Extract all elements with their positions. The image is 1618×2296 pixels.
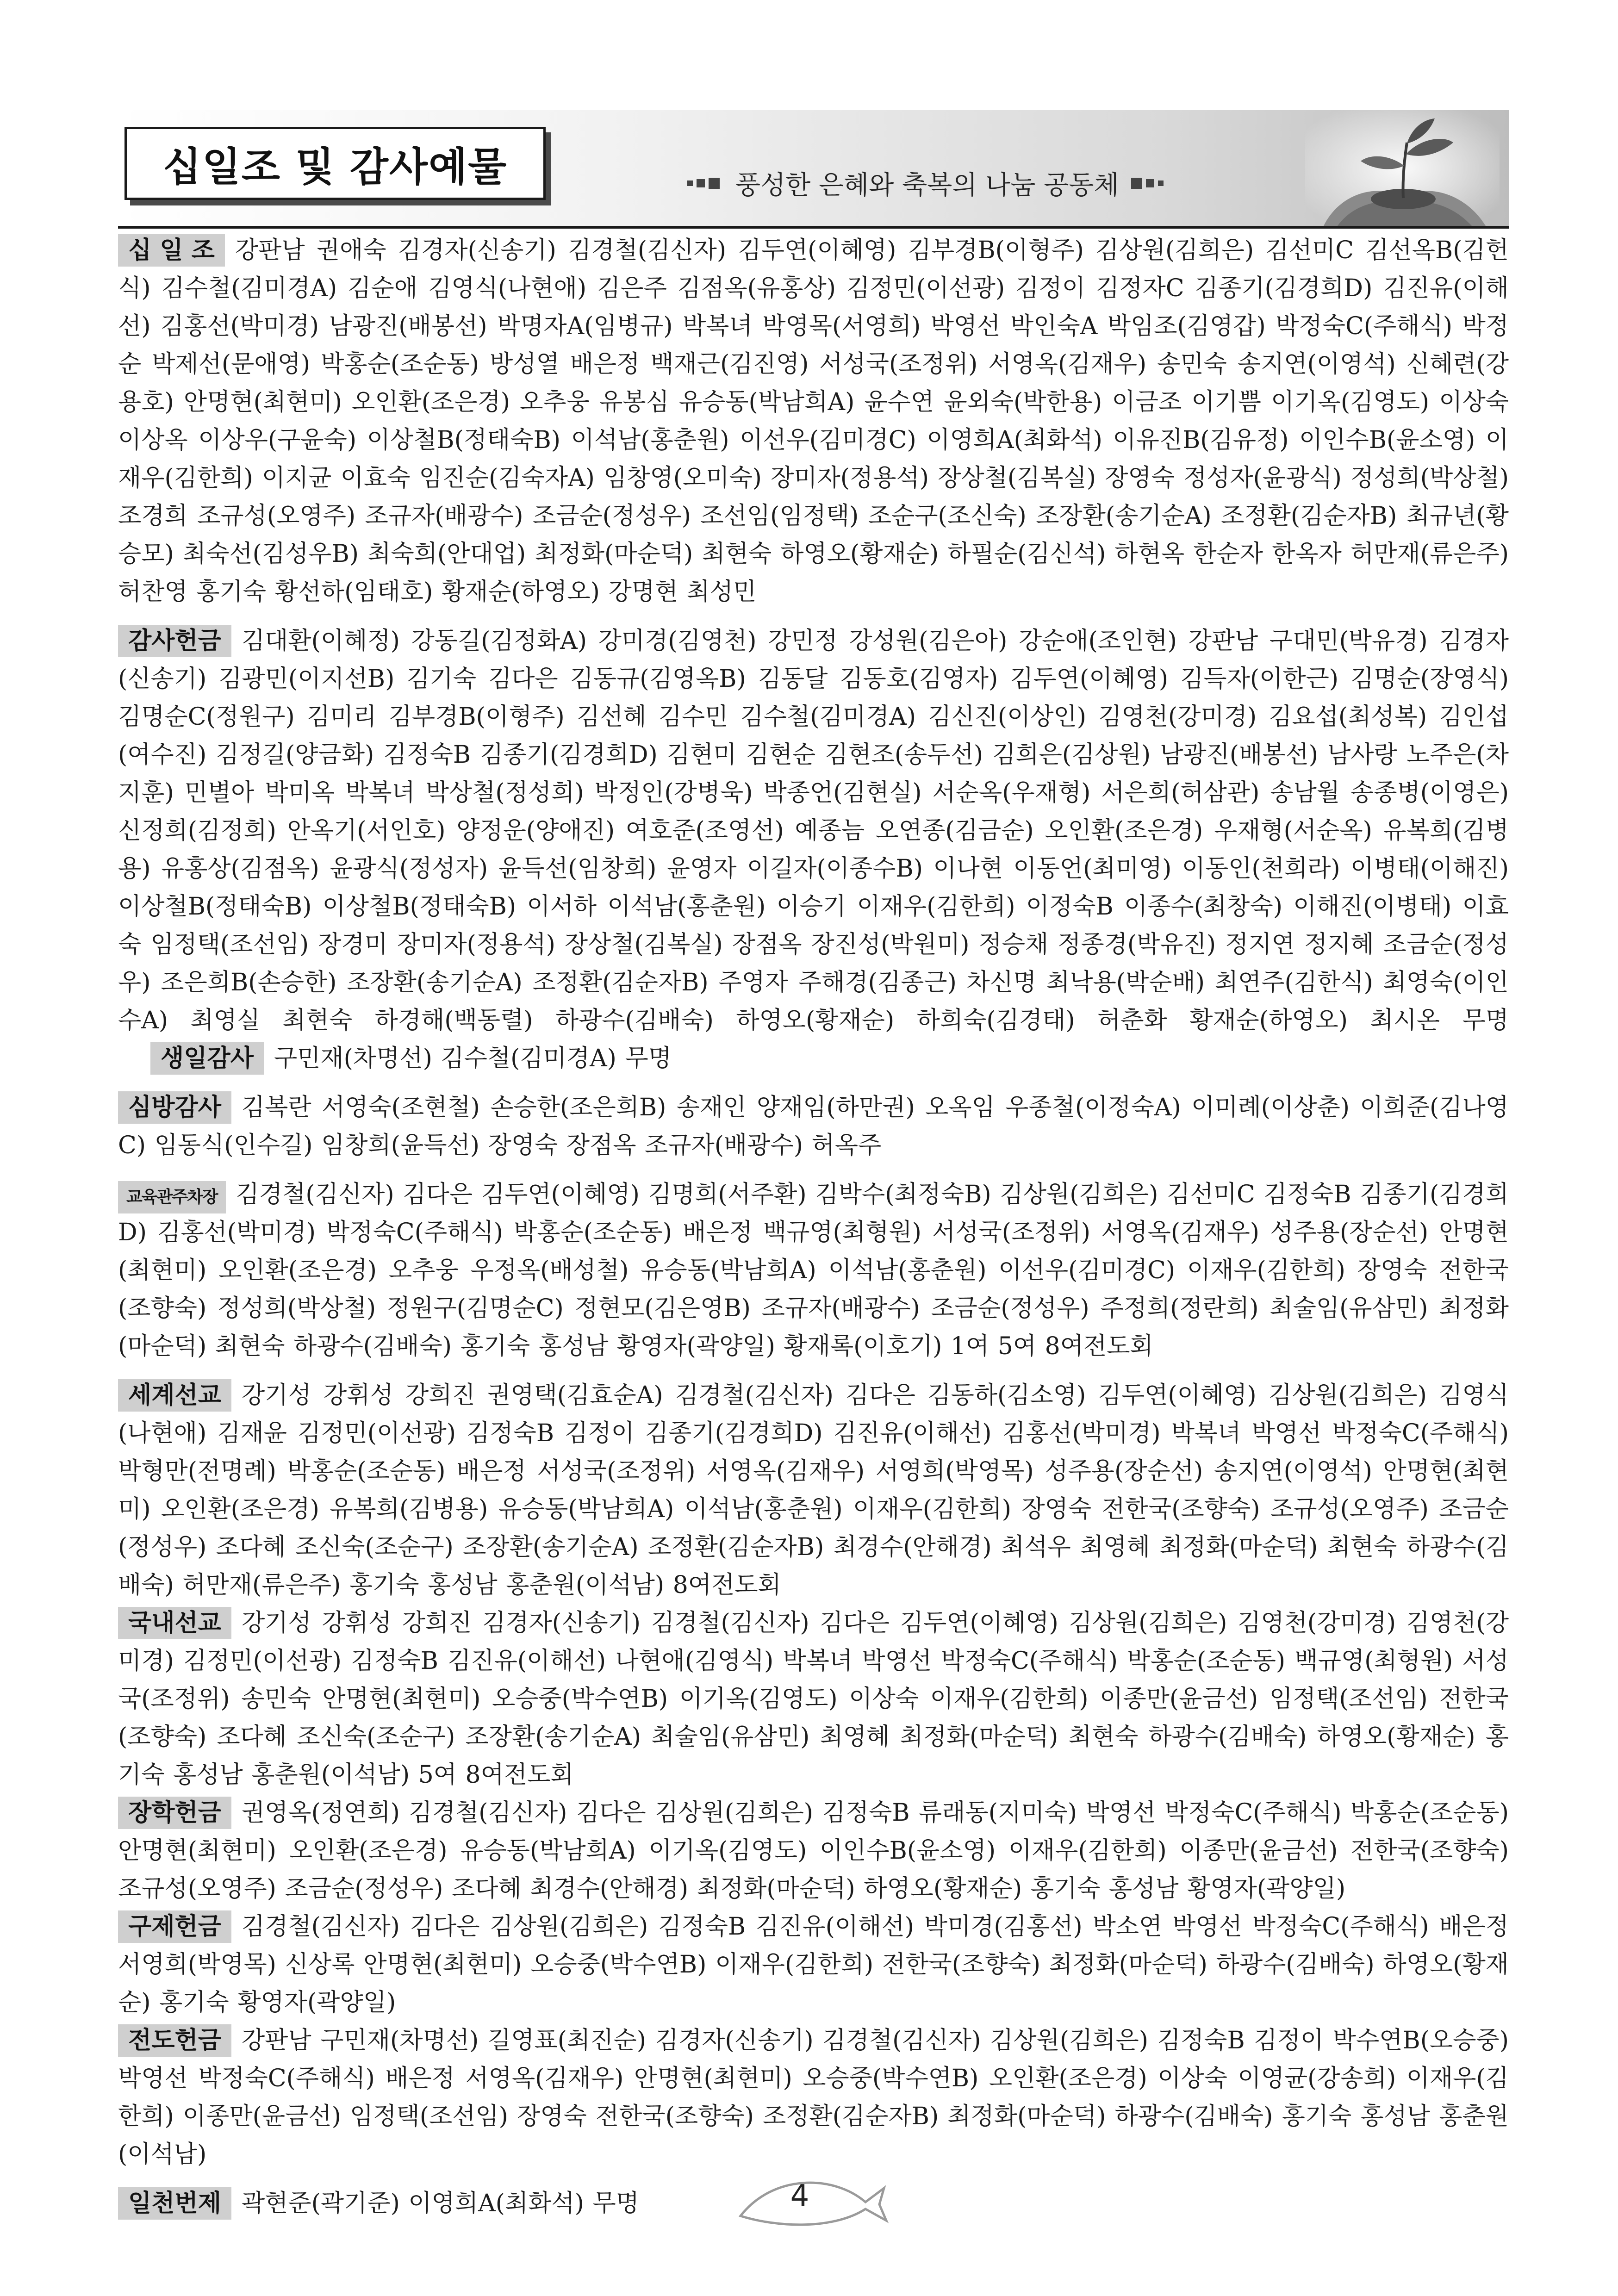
section-names: 강기성 강휘성 강희진 김경자(신송기) 김경철(김신자) 김다은 김두연(이혜영) 김상원(김희은) 김영천(강미경) 김영천(강미경) 김정민(이선광) 김정숙B 김진유(이해선) 나현애(김영식) 박복녀 박영선 박정숙C(주해식) 박홍순(조순동) 백규영(최형원) 서성국(조정위) 송민숙 안명현(최현미) 오승중(박수연B) 이기옥(김영도) 이상숙 이재우(김한희) 이종만(윤금선) 임정택(조선임) 전한국(조향숙) 조다혜 조신숙(조순구) 조장환(송기순A) 최술임(유삼민) 최영혜 최정화(마순덕) 최현숙 하광수(김배숙) 하영오(황재순) 홍기숙 홍성남 홍춘원(이석남) 5여 8여전도회: [118, 1609, 1509, 1789]
section-scholarship: [118, 1794, 1509, 1908]
section-tithe: [118, 231, 1509, 611]
section-label: 장학헌금: [118, 1797, 231, 1829]
section-education-parking: [118, 1176, 1509, 1365]
section-label: 십 일 조: [118, 234, 225, 267]
section-label: 교육관주차장: [118, 1181, 226, 1213]
section-label: 일천번제: [118, 2187, 231, 2220]
page-subtitle-wrap: [687, 165, 1167, 202]
section-names: 강기성 강휘성 강희진 권영택(김효순A) 김경철(김신자) 김다은 김동하(김소영) 김두연(이혜영) 김상원(김희은) 김영식(나현애) 김재윤 김정민(이선광) 김정숙B 김정이 김종기(김경희D) 김진유(이해선) 김홍선(박미경) 박복녀 박영선 박정숙C(주해식) 박형만(전명례) 박홍순(조순동) 배은정 서성국(조정위) 서영옥(김재우) 서영희(박영목) 성주용(장순선) 송지연(이영석) 안명현(최현미) 오인환(조은경) 유복희(김병용) 유승동(박남희A) 이석남(홍춘원) 이재우(김한희) 장영숙 전한국(조향숙) 조규성(오영주) 조금순(정성우) 조다혜 조신숙(조순구) 조장환(송기순A) 조정환(김순자B) 최경수(안해경) 최석우 최영혜 최정화(마순덕) 최현숙 하광수(김배숙) 허만재(류은주) 홍기숙 홍성남 홍춘원(이석남) 8여전도회: [118, 1381, 1509, 1599]
section-names: 김경철(김신자) 김다은 김두연(이혜영) 김명희(서주환) 김박수(최정숙B) 김상원(김희은) 김선미C 김정숙B 김종기(김경희D) 김홍선(박미경) 박정숙C(주해식) 박홍순(조순동) 배은정 백규영(최형원) 서성국(조정위) 서영옥(김재우) 성주용(장순선) 안명현(최현미) 오인환(조은경) 오추웅 우정옥(배성철) 유승동(박남희A) 이석남(홍춘원) 이선우(김미경C) 이재우(김한희) 장영숙 전한국(조향숙) 정성희(박상철) 정원구(김명순C) 정현모(김은영B) 조규자(배광수) 조금순(정성우) 주정희(정란희) 최술임(유삼민) 최정화(마순덕) 최현숙 하광수(김배숙) 홍기숙 홍성남 황영자(곽양일) 황재록(이호기) 1여 5여 8여전도회: [118, 1181, 1509, 1360]
section-label: 국내선교: [118, 1607, 231, 1639]
section-names: 강판남 권애숙 김경자(신송기) 김경철(김신자) 김두연(이혜영) 김부경B(이형주) 김상원(김희은) 김선미C 김선옥B(김헌식) 김수철(김미경A) 김순애 김영식(나현애) 김은주 김점옥(유홍상) 김정민(이선광) 김정이 김정자C 김종기(김경희D) 김진유(이해선) 김홍선(박미경) 남광진(배봉선) 박명자A(임병규) 박복녀 박영목(서영희) 박영선 박인숙A 박임조(김영갑) 박정숙C(주해식) 박정순 박제선(문애영) 박홍순(조순동) 방성열 배은정 백재근(김진영) 서성국(조정위) 서영옥(김재우) 송민숙 송지연(이영석) 신혜련(강용호) 안명현(최현미) 오인환(조은경) 오추웅 유봉심 유승동(박남희A) 윤수연 윤외숙(박한용) 이금조 이기쁨 이기옥(김영도) 이상숙 이상옥 이상우(구윤숙) 이상철B(정태숙B) 이석남(홍춘원) 이선우(김미경C) 이영희A(최화석) 이유진B(김유정) 이인수B(윤소영) 이재우(김한희) 이지균 이효숙 임진순(김숙자A) 임창영(오미숙) 장미자(정용석) 장상철(김복실) 장영숙 정성자(윤광식) 정성희(박상철) 조경희 조규성(오영주) 조규자(배광수) 조금순(정성우) 조선임(임정택) 조순구(조신숙) 조장환(송기순A) 조정환(김순자B) 최규년(황승모) 최숙선(김성우B) 최숙희(안대업) 최정화(마순덕) 최현숙 하영오(황재순) 하필순(김신석) 하현옥 한순자 한옥자 허만재(류은주) 허찬영 홍기숙 황선하(임태호) 황재순(하영오) 강명현 최성민: [118, 236, 1509, 606]
section-label: 세계선교: [118, 1379, 231, 1412]
section-thanksgiving: [118, 622, 1509, 1077]
section-names: 곽현준(곽기준) 이영희A(최화석) 무명: [241, 2190, 639, 2217]
section-label: 전도헌금: [118, 2024, 231, 2057]
section-domestic-mission: [118, 1604, 1509, 1794]
section-names: 권영옥(정연희) 김경철(김신자) 김다은 김상원(김희은) 김정숙B 류래동(지미숙) 박영선 박정숙C(주해식) 박홍순(조순동) 안명현(최현미) 오인환(조은경) 유승동(박남희A) 이기옥(김영도) 이인수B(윤소영) 이재우(김한희) 이종만(윤금선) 전한국(조향숙) 조규성(오영주) 조금순(정성우) 조다혜 최경수(안해경) 최정화(마순덕) 하영오(황재순) 홍기숙 홍성남 황영자(곽양일): [118, 1799, 1509, 1903]
section-names: 김복란 서영숙(조현철) 손승한(조은희B) 송재인 양재임(하만권) 오옥임 우종철(이정숙A) 이미례(이상춘) 이희준(김나영C) 임동식(인수길) 임창희(윤득선) 장영숙 장점옥 조규자(배광수) 허옥주: [118, 1094, 1509, 1159]
page-header: [118, 110, 1509, 226]
page-number: 4: [790, 2179, 809, 2213]
section-label: 심방감사: [118, 1091, 231, 1124]
section-label: 감사헌금: [118, 625, 231, 657]
section-world-mission: [118, 1376, 1509, 1604]
subtitle-left-squares: [687, 178, 723, 189]
header-rule: [118, 226, 1509, 229]
page-title: 십일조 및 감사예물: [124, 127, 546, 200]
section-names: 김대환(이혜정) 강동길(김정화A) 강미경(김영천) 강민정 강성원(김은아) 강순애(조인현) 강판남 구대민(박유경) 김경자(신송기) 김광민(이지선B) 김기숙 김다은 김동규(김영옥B) 김동달 김동호(김영자) 김두연(이혜영) 김득자(이한근) 김명순(장영식) 김명순C(정원구) 김미리 김부경B(이형주) 김선혜 김수민 김수철(김미경A) 김신진(이상인) 김영천(강미경) 김요섭(최성복) 김인섭(여수진) 김정길(양금화) 김정숙B 김종기(김경희D) 김현미 김현순 김현조(송두선) 김희은(김상원) 남광진(배봉선) 남사랑 노주은(차지훈) 민별아 박미옥 박복녀 박상철(정성희) 박정인(강병욱) 박종언(김현실) 서순옥(우재형) 서은희(허삼관) 송남월 송종병(이영은) 신정희(김정희) 안옥기(서인호) 양정운(양애진) 여호준(조영선) 예종늠 오연종(김금순) 오인환(조은경) 우재형(서순옥) 유복희(김병용) 유홍상(김점옥) 윤광식(정성자) 윤득선(임창희) 윤영자 이길자(이종수B) 이나현 이동언(최미영) 이동인(천희라) 이병태(이해진) 이상철B(정태숙B) 이상철B(정태숙B) 이서하 이석남(홍춘원) 이승기 이재우(김한희) 이정숙B 이종수(최창숙) 이해진(이병태) 이효숙 임정택(조선임) 장경미 장미자(정용석) 장상철(김복실) 장점옥 장진성(박원미) 정승채 정종경(박유진) 정지연 정지혜 조금순(정성우) 조은희B(손승한) 조장환(송기순A) 조정환(김순자B) 주영자 주해경(김종근) 차신명 최낙용(박순배) 최연주(김한식) 최영숙(이인수A) 최영실 최현숙 하경해(백동렬) 하광수(김배숙) 하영오(황재순) 하희숙(김경태) 허춘화 황재순(하영오) 최시온 무명: [118, 627, 1509, 1034]
section-evangelism: [118, 2022, 1509, 2173]
section-visitation: [118, 1089, 1509, 1164]
subtitle-right-squares: [1131, 178, 1167, 189]
section-relief: [118, 1908, 1509, 2022]
section-label-birthday: 생일감사: [150, 1042, 264, 1075]
section-names: 김경철(김신자) 김다은 김상원(김희은) 김정숙B 김진유(이해선) 박미경(김홍선) 박소연 박영선 박정숙C(주해식) 배은정 서영희(박영목) 신상록 안명현(최현미) 오승중(박수연B) 이재우(김한희) 전한국(조향숙) 최정화(마순덕) 하광수(김배숙) 하영오(황재순) 홍기숙 황영자(곽양일): [118, 1913, 1509, 2016]
offering-list: [118, 231, 1509, 2222]
section-names-birthday: 구민재(차명선) 김수철(김미경A) 무명: [274, 1045, 672, 1072]
sprout-hands-icon: [1305, 110, 1500, 226]
page-footer: [731, 2170, 889, 2230]
section-names: 강판남 구민재(차명선) 길영표(최진순) 김경자(신송기) 김경철(김신자) 김상원(김희은) 김정숙B 김정이 박수연B(오승중) 박영선 박정숙C(주해식) 배은정 서영옥(김재우) 안명현(최현미) 오승중(박수연B) 오인환(조은경) 이상숙 이영균(강송희) 이재우(김한희) 이종만(윤금선) 임정택(조선임) 장영숙 전한국(조향숙) 조정환(김순자B) 최정화(마순덕) 하광수(김배숙) 홍기숙 홍성남 홍춘원(이석남): [118, 2027, 1509, 2168]
section-label: 구제헌금: [118, 1910, 231, 1943]
page-subtitle: 풍성한 은혜와 축복의 나눔 공동체: [735, 170, 1119, 200]
